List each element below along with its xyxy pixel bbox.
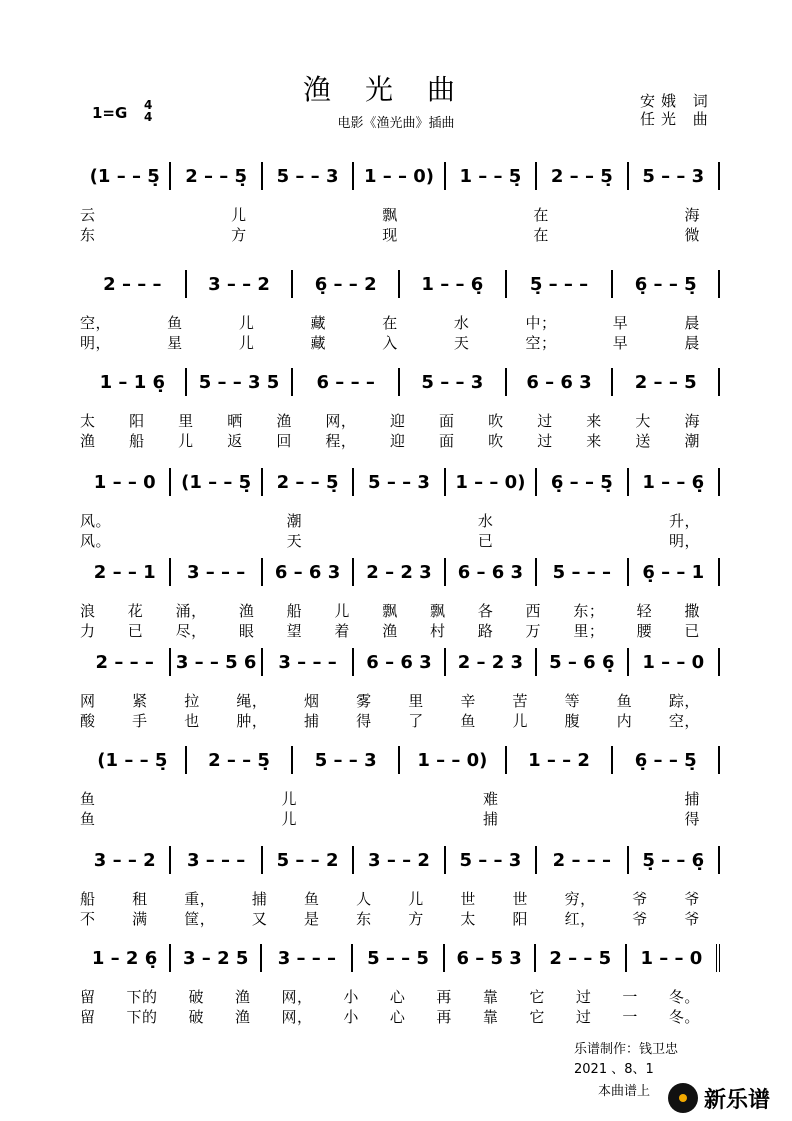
lyric-word: 已 [684,622,700,640]
key-signature: 1=G [92,104,128,122]
lyrics-block [80,600,700,640]
lyric-line [80,312,700,332]
measure: 2 – – – [80,270,187,298]
lyric-word: 涌， [175,602,207,620]
lyric-word: 空； [525,334,557,352]
lyric-word: 渔 [238,602,255,620]
lyric-word: 渔 [234,988,251,1006]
lyric-word: 已 [127,622,144,640]
measure-group [80,944,720,972]
lyric-word: 也 [184,712,200,730]
time-bottom: 4 [144,110,153,124]
score-maker: 乐谱制作：钱卫忠 [574,1042,679,1057]
lyric-word: 再 [436,1008,452,1026]
lyrics-block [80,204,700,244]
lyric-word: 重， [184,890,216,908]
lyric-word: 天 [286,532,303,550]
measure: (1 – – 5̣ [80,162,171,190]
lyric-word: 鱼 [460,712,476,730]
lyric-word: 各 [477,602,494,620]
measure: 6 – 6 3 [263,558,354,586]
site-logo [668,1080,778,1116]
lyric-word: 踪， [668,692,700,710]
measure: 6 – 6 3 [446,558,537,586]
lyric-word: 渔 [80,432,96,450]
measure: 5̣ – – – [507,270,614,298]
lyric-word: 爷 [684,890,700,908]
measure: 3 – – 2 [354,846,445,874]
measure: 5 – – 3 [400,368,507,396]
lyric-word: 是 [304,910,320,928]
measure: 2 – – – [80,648,171,676]
lyric-word: 空， [668,712,700,730]
lyric-word: 渔 [276,412,292,430]
lyric-word: 云 [80,206,96,224]
lyric-word: 返 [227,432,243,450]
notation-row [80,558,720,586]
lyric-word: 飘 [382,206,398,224]
lyric-word: 晨 [684,314,700,332]
lyric-word: 空， [80,314,112,332]
lyric-word: 冬。 [668,988,700,1006]
lyric-word: 里； [573,622,605,640]
lyric-word: 眼 [238,622,255,640]
lyric-word: 穷， [564,890,596,908]
lyric-word: 早 [612,314,629,332]
lyric-word: 世 [512,890,529,908]
lyric-word: 潮 [684,432,700,450]
lyric-line [80,530,700,550]
lyric-word: 潮 [286,512,303,530]
lyric-word: 不 [80,910,96,928]
lyric-word: 星 [167,334,183,352]
lyric-word: 过 [575,1008,592,1026]
measure: 1 – – 0) [446,468,537,496]
lyric-word: 租 [132,890,148,908]
lyric-word: 靠 [482,988,499,1006]
measure: 1 – – 0 [627,944,720,972]
measure: 6̣ – – 5̣ [537,468,628,496]
lyric-word: 里 [178,412,194,430]
logo-text: 新乐谱 [704,1087,771,1113]
lyric-word: 路 [477,622,494,640]
lyric-word: 西 [525,602,542,620]
measure: 1 – – 0) [354,162,445,190]
record-disc-icon [668,1083,698,1113]
measure: 5 – – 3 [293,746,400,774]
lyric-word: 雾 [356,692,372,710]
lyric-word: 升， [668,512,700,530]
lyric-word: 太 [460,910,476,928]
lyric-word: 儿 [512,712,529,730]
lyric-word: 浪 [80,602,96,620]
lyric-word: 送 [635,432,651,450]
time-signature [144,99,152,123]
lyric-word: 腹 [564,712,581,730]
lyric-word: 拉 [184,692,200,710]
lyric-word: 等 [564,692,581,710]
lyric-line [80,620,700,640]
measure: 2 – – 5 [536,944,627,972]
lyric-word: 儿 [281,810,297,828]
measure: 3 – 2 5 [171,944,262,972]
measure: 1 – 1 6̣ [80,368,187,396]
lyric-word: 藏 [310,314,327,332]
lyric-word: 船 [129,432,145,450]
lyric-word: 鱼 [167,314,183,332]
lyric-word: 晒 [227,412,243,430]
lyric-word: 网， [281,1008,313,1026]
lyric-word: 海 [684,412,700,430]
measure-group [80,368,720,396]
lyrics-block [80,690,700,730]
lyric-word: 飘 [429,602,446,620]
lyric-word: 渔 [382,622,398,640]
measure: 5 – – – [537,558,628,586]
lyric-word: 靠 [482,1008,499,1026]
measure-group [80,270,720,298]
lyric-word: 望 [286,622,303,640]
lyric-word: 微 [684,226,700,244]
upload-note: 本曲谱上 [598,1084,651,1099]
composer-credit: 任光 曲 [640,110,714,128]
lyric-word: 已 [477,532,494,550]
lyric-word: 一 [622,1008,638,1026]
lyric-word: 风。 [80,512,112,530]
notation-row [80,746,720,774]
lyric-line [80,808,700,828]
lyric-word: 小 [343,1008,359,1026]
measure: 1 – – 6̣ [629,468,720,496]
lyric-line [80,888,700,908]
measure: 6 – 5 3 [445,944,536,972]
lyric-word: 面 [439,412,455,430]
measure: 5 – 6 6̣ [537,648,628,676]
lyric-word: 心 [389,1008,406,1026]
lyric-word: 程， [325,432,357,450]
measure: 3 – – 2 [80,846,171,874]
lyric-word: 儿 [178,432,194,450]
measure: 5 – – 2 [263,846,354,874]
lyric-word: 风。 [80,532,112,550]
lyrics-block [80,888,700,928]
measure: 1 – – 2 [507,746,614,774]
measure: 6 – – – [293,368,400,396]
measure: 3 – – – [171,846,262,874]
lyricist-credit: 安娥 词 [640,92,714,110]
lyric-word: 绳， [236,692,268,710]
lyric-word: 筐， [184,910,216,928]
measure: 5 – – 3 [629,162,720,190]
lyric-word: 轻 [636,602,653,620]
lyric-word: 船 [286,602,303,620]
lyric-word: 过 [575,988,592,1006]
lyric-word: 中； [525,314,557,332]
measure: 3 – – – [263,648,354,676]
lyric-word: 东； [573,602,605,620]
lyric-word: 明， [80,334,112,352]
lyric-line [80,788,700,808]
measure: 1 – – 6̣ [400,270,507,298]
lyric-word: 面 [439,432,455,450]
lyric-word: 里 [408,692,424,710]
lyrics-block [80,986,700,1026]
lyric-line [80,332,700,352]
measure: 1 – 2 6̣ [80,944,171,972]
lyric-word: 水 [453,314,470,332]
measure: 5̣ – – 6̣ [629,846,720,874]
lyric-word: 满 [132,910,148,928]
lyric-word: 鱼 [80,810,96,828]
lyric-word: 飘 [382,602,398,620]
lyric-word: 紧 [132,692,148,710]
lyric-word: 万 [525,622,542,640]
lyric-word: 小 [343,988,359,1006]
lyric-word: 得 [356,712,372,730]
lyric-word: 内 [616,712,633,730]
lyric-word: 水 [477,512,494,530]
measure-group [80,162,720,190]
lyric-word: 船 [80,890,96,908]
lyric-word: 在 [533,206,549,224]
lyric-line [80,986,700,1006]
lyric-word: 儿 [238,314,255,332]
lyric-word: 再 [436,988,452,1006]
lyric-word: 烟 [304,692,320,710]
lyric-word: 尽， [175,622,207,640]
lyric-word: 手 [132,712,148,730]
lyric-line [80,908,700,928]
lyric-word: 现 [382,226,398,244]
lyric-word: 鱼 [304,890,320,908]
measure: 6̣ – – 5̣ [613,746,720,774]
lyric-word: 捕 [684,790,700,808]
measure: 1 – – 0) [400,746,507,774]
lyric-word: 它 [529,988,545,1006]
lyric-word: 一 [622,988,638,1006]
notation-row [80,846,720,874]
time-top: 4 [144,98,153,112]
lyric-word: 迎 [389,432,406,450]
measure: 2 – – 5 [613,368,720,396]
lyric-word: 网， [325,412,357,430]
lyric-word: 撒 [684,602,700,620]
measure: 5 – – 5 [353,944,444,972]
lyrics-block [80,410,700,450]
lyric-word: 冬。 [668,1008,700,1026]
lyric-word: 又 [251,910,268,928]
lyric-word: 捕 [304,712,320,730]
lyric-word: 天 [453,334,470,352]
lyric-word: 过 [537,432,553,450]
lyric-word: 红， [564,910,596,928]
lyric-line [80,224,700,244]
lyric-word: 在 [382,314,398,332]
lyric-word: 儿 [281,790,297,808]
lyrics-block [80,510,700,550]
measure-group [80,846,720,874]
measure-group [80,468,720,496]
measure: 6 – 6 3 [507,368,614,396]
lyric-word: 鱼 [80,790,96,808]
lyric-word: 早 [612,334,629,352]
measure: 2 – 2 3 [354,558,445,586]
measure: 2 – – 5̣ [187,746,294,774]
lyric-word: 力 [80,622,96,640]
lyric-word: 来 [586,432,602,450]
notation-row [80,368,720,396]
lyric-word: 人 [356,890,372,908]
lyric-word: 爷 [632,890,648,908]
lyric-word: 心 [389,988,406,1006]
lyric-word: 东 [356,910,372,928]
lyric-word: 晨 [684,334,700,352]
measure: 5 – – 3 [446,846,537,874]
notation-row [80,270,720,298]
lyric-line [80,690,700,710]
measure: 2 – – 5̣ [263,468,354,496]
measure: 2 – – 5̣ [537,162,628,190]
song-subtitle: 电影《渔光曲》插曲 [337,116,455,131]
lyric-word: 明， [668,532,700,550]
measure: 2 – 2 3 [446,648,537,676]
lyric-word: 着 [334,622,350,640]
measure: 3 – – – [262,944,353,972]
lyric-word: 来 [586,412,602,430]
lyric-word: 花 [127,602,144,620]
lyric-word: 过 [537,412,553,430]
lyric-word: 腰 [636,622,653,640]
lyric-word: 儿 [238,334,255,352]
lyric-word: 大 [635,412,651,430]
measure-group [80,746,720,774]
lyric-word: 苦 [512,692,529,710]
lyric-line [80,510,700,530]
lyric-word: 鱼 [616,692,633,710]
lyric-word: 在 [533,226,549,244]
lyric-word: 吹 [488,432,504,450]
notation-row [80,648,720,676]
measure: 3 – – – [171,558,262,586]
measure: 6̣ – – 1 [629,558,720,586]
measure: 6̣ – – 5̣ [613,270,720,298]
lyric-line [80,430,700,450]
measure: 6̣ – – 2 [293,270,400,298]
measure: 3 – – 5 6 [171,648,262,676]
measure: 2 – – 1 [80,558,171,586]
lyric-word: 太 [80,412,96,430]
measure-group [80,648,720,676]
notation-row [80,944,720,972]
measure: (1 – – 5̣ [171,468,262,496]
notation-row [80,468,720,496]
lyric-word: 辛 [460,692,476,710]
lyric-word: 下的 [126,1008,158,1026]
song-title: 渔光曲 [302,73,489,106]
lyric-word: 难 [482,790,499,808]
lyrics-block [80,788,700,828]
measure: 1 – – 5̣ [446,162,537,190]
lyric-word: 破 [188,988,204,1006]
lyric-word: 村 [429,622,446,640]
lyric-word: 儿 [408,890,424,908]
lyric-word: 留 [80,1008,96,1026]
lyric-word: 渔 [234,1008,251,1026]
lyric-word: 东 [80,226,96,244]
lyric-word: 儿 [334,602,350,620]
lyric-word: 海 [684,206,700,224]
measure: 1 – – 0 [80,468,171,496]
lyric-word: 酸 [80,712,96,730]
lyric-line [80,600,700,620]
lyric-line [80,1006,700,1026]
measure: 1 – – 0 [629,648,720,676]
lyric-line [80,710,700,730]
lyric-word: 阳 [129,412,145,430]
measure: 5 – – 3 5 [187,368,294,396]
measure: 3 – – 2 [187,270,294,298]
lyric-word: 了 [408,712,424,730]
lyric-word: 吹 [488,412,504,430]
lyric-word: 破 [188,1008,204,1026]
measure: 2 – – – [537,846,628,874]
lyric-word: 下的 [126,988,158,1006]
measure: 5 – – 3 [354,468,445,496]
lyric-word: 网 [80,692,96,710]
lyric-word: 藏 [310,334,327,352]
lyric-word: 肿， [236,712,268,730]
lyric-word: 方 [408,910,424,928]
measure: 6 – 6 3 [354,648,445,676]
measure-group [80,558,720,586]
lyric-word: 捕 [482,810,499,828]
score-date: 2021 、8、1 [574,1062,654,1077]
lyric-word: 迎 [389,412,406,430]
lyric-word: 回 [276,432,292,450]
notation-row [80,162,720,190]
lyric-word: 它 [529,1008,545,1026]
lyrics-block [80,312,700,352]
measure: 2 – – 5̣ [171,162,262,190]
lyric-word: 儿 [231,206,247,224]
lyric-word: 阳 [512,910,529,928]
measure: 5 – – 3 [263,162,354,190]
measure: (1 – – 5̣ [80,746,187,774]
lyric-word: 爷 [632,910,648,928]
lyric-word: 捕 [251,890,268,908]
lyric-word: 得 [684,810,700,828]
lyric-word: 入 [382,334,398,352]
lyric-word: 世 [460,890,476,908]
lyric-line [80,204,700,224]
lyric-word: 留 [80,988,96,1006]
lyric-word: 网， [281,988,313,1006]
lyric-word: 爷 [684,910,700,928]
lyric-line [80,410,700,430]
lyric-word: 方 [231,226,247,244]
